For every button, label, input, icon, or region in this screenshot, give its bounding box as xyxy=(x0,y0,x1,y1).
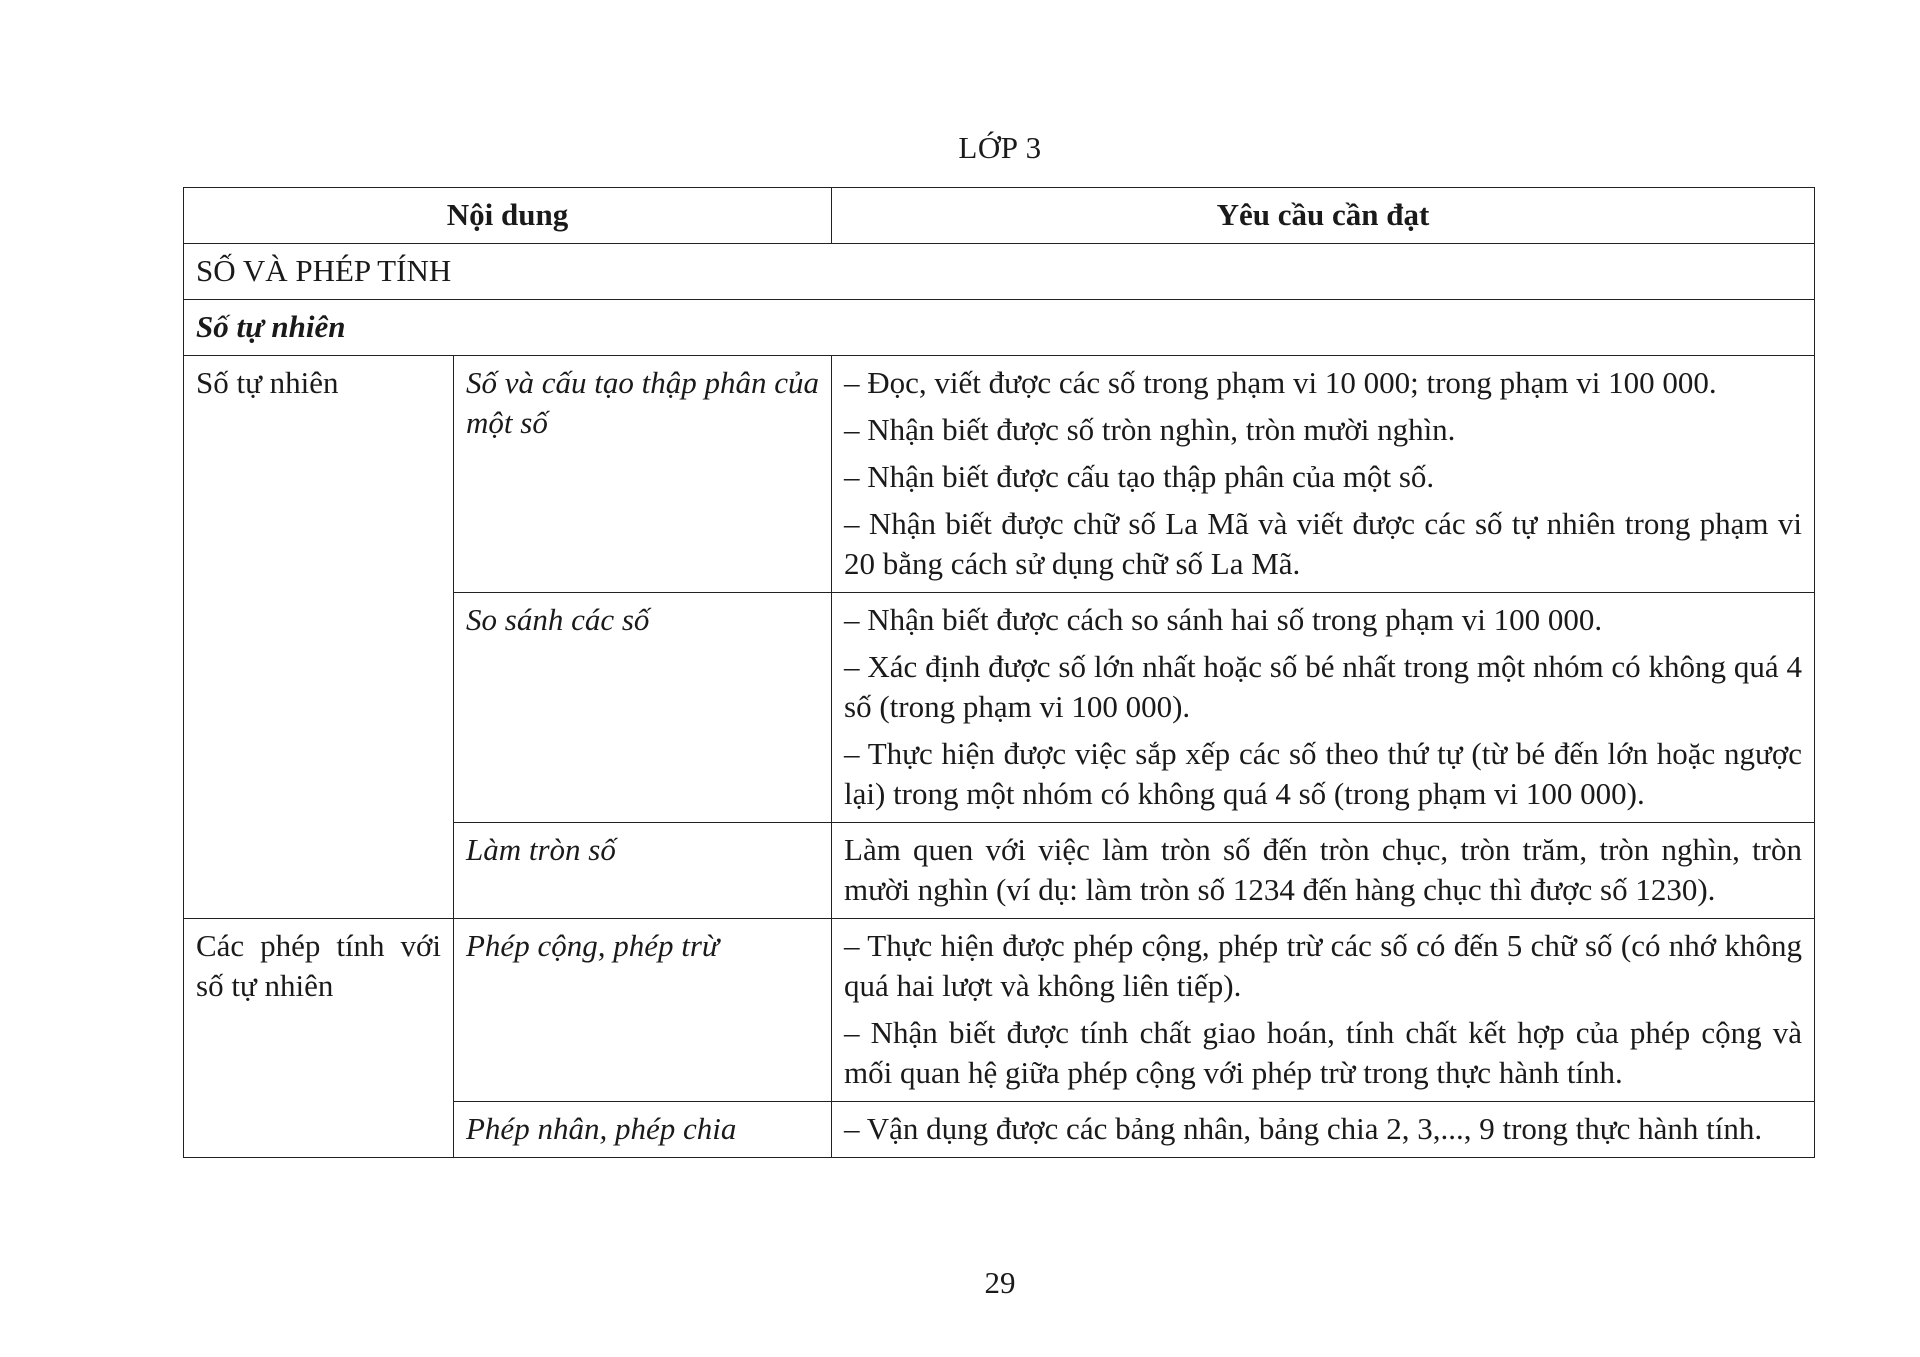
subtopic-cell: Làm tròn số xyxy=(454,823,832,919)
requirement-item: – Nhận biết được cách so sánh hai số trong phạm vi 100 000. xyxy=(844,602,1603,637)
table-header-row xyxy=(184,188,1815,244)
table-row xyxy=(184,356,1815,593)
requirement-item: Làm quen với việc làm tròn số đến tròn chục, tròn trăm, tròn nghìn, tròn mười nghìn (ví dụ: làm tròn số 1234 đến hàng chục thì được số 1230). xyxy=(844,832,1803,907)
requirement-item: – Đọc, viết được các số trong phạm vi 10 000; trong phạm vi 100 000. xyxy=(844,365,1717,400)
table-row xyxy=(184,919,1815,1102)
requirements-cell xyxy=(832,593,1815,823)
page-number: 29 xyxy=(984,1265,1016,1300)
requirement-item: – Nhận biết được cấu tạo thập phân của một số. xyxy=(844,459,1435,494)
subtopic-cell: Phép nhân, phép chia xyxy=(454,1102,832,1158)
subsection-title: Số tự nhiên xyxy=(184,300,1815,356)
section-title: SỐ VÀ PHÉP TÍNH xyxy=(184,244,1815,300)
section-row xyxy=(184,244,1815,300)
requirement-item: – Nhận biết được tính chất giao hoán, tính chất kết hợp của phép cộng và mối quan hệ giữa phép cộng với phép trừ trong thực hành tính. xyxy=(844,1015,1803,1090)
header-content: Nội dung xyxy=(184,188,832,244)
requirement-item: – Thực hiện được việc sắp xếp các số theo thứ tự (từ bé đến lớn hoặc ngược lại) trong một nhóm có không quá 4 số (trong phạm vi 100 000). xyxy=(844,736,1803,811)
page-heading: LỚP 3 xyxy=(958,130,1042,165)
header-requirements: Yêu cầu cần đạt xyxy=(832,188,1815,244)
requirement-item: – Nhận biết được chữ số La Mã và viết được các số tự nhiên trong phạm vi 20 bằng cách sử dụng chữ số La Mã. xyxy=(844,506,1803,581)
requirement-item: – Vận dụng được các bảng nhân, bảng chia 2, 3,..., 9 trong thực hành tính. xyxy=(844,1111,1763,1146)
requirement-item: – Xác định được số lớn nhất hoặc số bé nhất trong một nhóm có không quá 4 số (trong phạm vi 100 000). xyxy=(844,649,1803,724)
topic-cell: Các phép tính với số tự nhiên xyxy=(184,919,454,1158)
subtopic-cell: So sánh các số xyxy=(454,593,832,823)
requirements-cell xyxy=(832,356,1815,593)
requirement-item: – Nhận biết được số tròn nghìn, tròn mười nghìn. xyxy=(844,412,1456,447)
curriculum-table xyxy=(183,187,1815,1158)
requirements-cell xyxy=(832,1102,1815,1158)
subtopic-cell: Số và cấu tạo thập phân của một số xyxy=(454,356,832,593)
subtopic-cell: Phép cộng, phép trừ xyxy=(454,919,832,1102)
requirements-cell xyxy=(832,823,1815,919)
topic-cell: Số tự nhiên xyxy=(184,356,454,919)
subsection-row xyxy=(184,300,1815,356)
requirement-item: – Thực hiện được phép cộng, phép trừ các số có đến 5 chữ số (có nhớ không quá hai lượt và không liên tiếp). xyxy=(844,928,1803,1003)
requirements-cell xyxy=(832,919,1815,1102)
